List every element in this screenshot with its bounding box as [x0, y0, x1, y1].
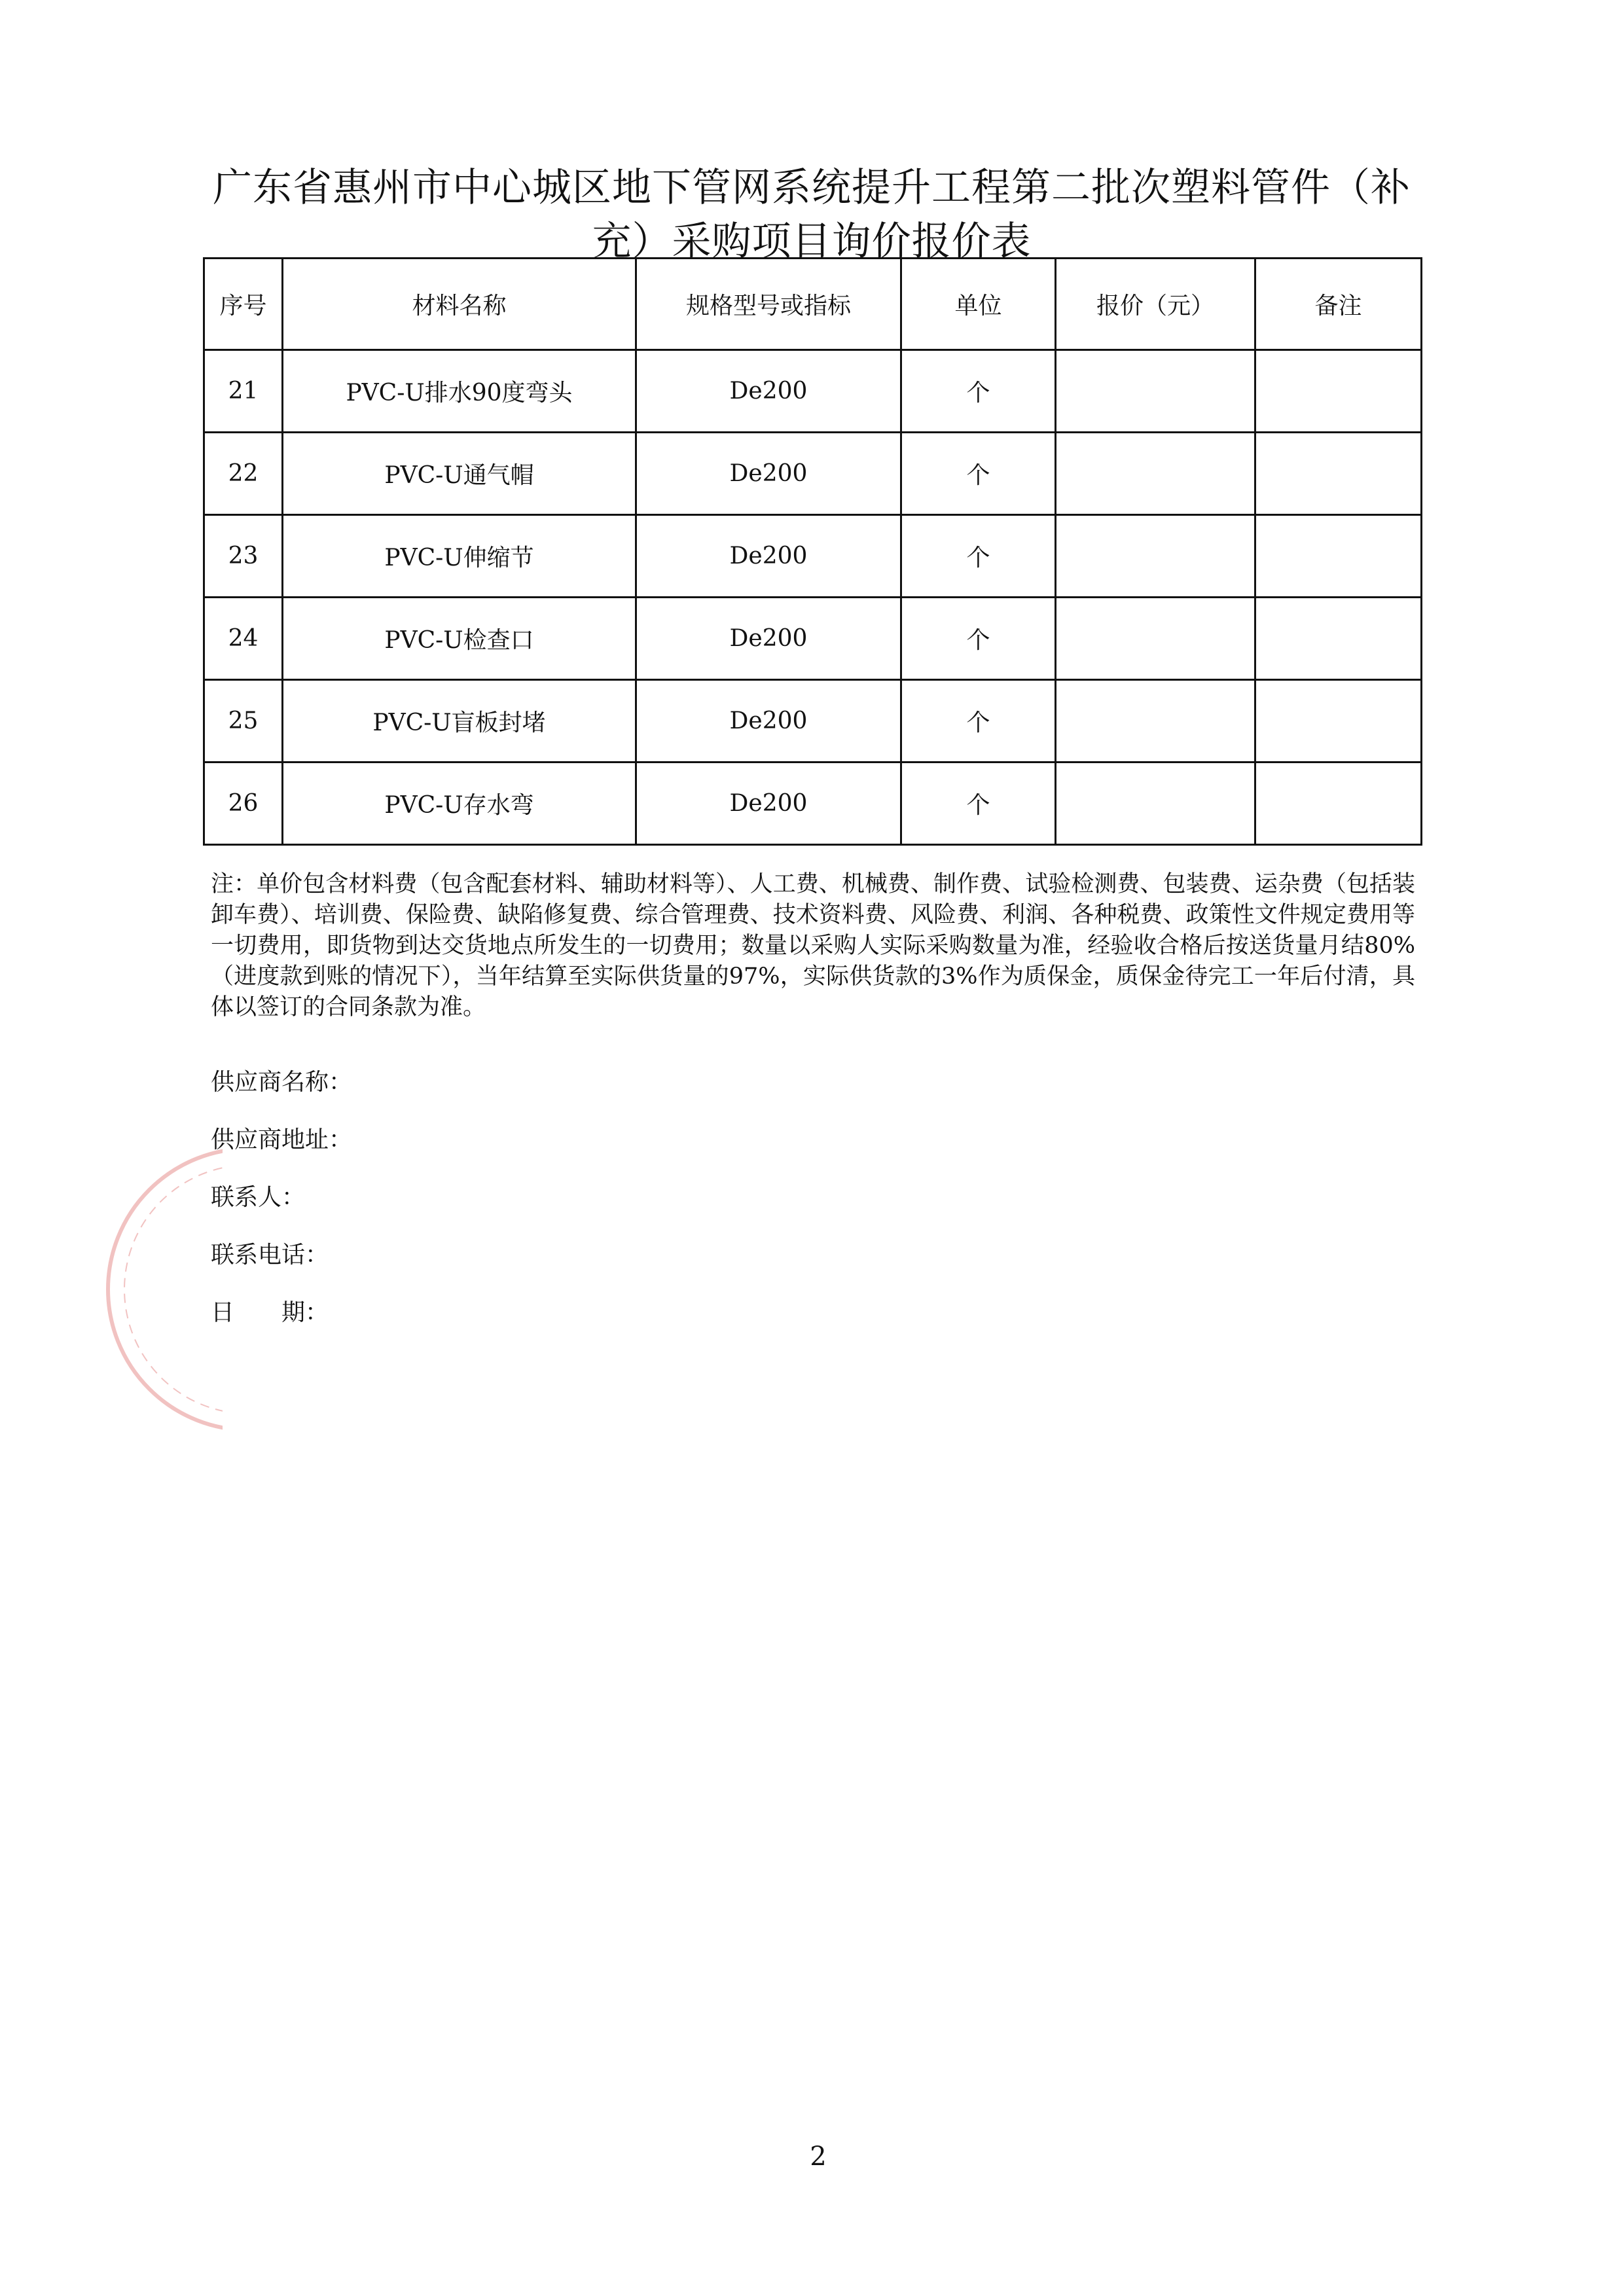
document-title: 广东省惠州市中心城区地下管网系统提升工程第二批次塑料管件（补充）采购项目询价报价表: [213, 165, 1411, 264]
seal-stamp-graphic: [52, 1139, 223, 1440]
cell-unit: 个: [901, 762, 1056, 845]
supplier-info-list: [211, 1054, 352, 1342]
pricing-note: 注：单价包含材料费（包含配套材料、辅助材料等）、人工费、机械费、制作费、试验检测费、包装费、运杂费（包括装卸车费）、培训费、保险费、缺陷修复费、综合管理费、技术资料费、风险费、利润、各种税费、政策性文件规定费用等一切费用，即货物到达交货地点所发生的一切费用；数量以采购人实际采购数量为准，经验收合格后按送货量月结80%（进度款到账的情况下），当年结算至实际供货量的97%，实际供货款的3%作为质保金，质保金待完工一年后付清，具体以签订的合同条款为准。: [211, 871, 1415, 1020]
header-material-name: 材料名称: [283, 259, 636, 350]
cell-remark: [1255, 433, 1422, 515]
cell-spec: De200: [636, 762, 901, 845]
cell-unit: 个: [901, 515, 1056, 598]
cell-material-name: PVC-U排水90度弯头: [283, 350, 636, 433]
partial-seal-stamp: [52, 1139, 223, 1440]
contact-phone-label: 联系电话：: [211, 1242, 329, 1268]
cell-serial: 23: [204, 515, 283, 598]
table-row: [204, 350, 1422, 433]
cell-spec: De200: [636, 433, 901, 515]
cell-unit: 个: [901, 598, 1056, 680]
header-spec: 规格型号或指标: [636, 259, 901, 350]
cell-unit: 个: [901, 350, 1056, 433]
cell-material-name: PVC-U通气帽: [283, 433, 636, 515]
table-row: [204, 680, 1422, 762]
supplier-name-label: 供应商名称：: [211, 1069, 353, 1096]
cell-unit: 个: [901, 680, 1056, 762]
cell-price: [1056, 515, 1255, 598]
header-remark: 备注: [1255, 259, 1422, 350]
cell-remark: [1255, 680, 1422, 762]
cell-spec: De200: [636, 598, 901, 680]
cell-serial: 26: [204, 762, 283, 845]
cell-price: [1056, 350, 1255, 433]
cell-spec: De200: [636, 350, 901, 433]
cell-spec: De200: [636, 515, 901, 598]
cell-price: [1056, 762, 1255, 845]
supplier-address-label: 供应商地址：: [211, 1126, 353, 1153]
cell-serial: 22: [204, 433, 283, 515]
date-label: 日 期：: [211, 1299, 329, 1326]
table-row: [204, 598, 1422, 680]
header-unit: 单位: [901, 259, 1056, 350]
cell-remark: [1255, 598, 1422, 680]
table-row: [204, 433, 1422, 515]
cell-material-name: PVC-U检查口: [283, 598, 636, 680]
cell-remark: [1255, 350, 1422, 433]
cell-price: [1056, 433, 1255, 515]
header-price: 报价（元）: [1056, 259, 1255, 350]
cell-material-name: PVC-U存水弯: [283, 762, 636, 845]
cell-material-name: PVC-U盲板封堵: [283, 680, 636, 762]
table-row: [204, 762, 1422, 845]
cell-spec: De200: [636, 680, 901, 762]
header-serial: 序号: [204, 259, 283, 350]
page-number: 2: [810, 2142, 827, 2172]
quotation-table: [203, 257, 1422, 846]
table-header-row: [204, 259, 1422, 350]
table-row: [204, 515, 1422, 598]
cell-remark: [1255, 515, 1422, 598]
cell-remark: [1255, 762, 1422, 845]
cell-serial: 21: [204, 350, 283, 433]
cell-price: [1056, 598, 1255, 680]
contact-person-label: 联系人：: [211, 1184, 306, 1211]
cell-material-name: PVC-U伸缩节: [283, 515, 636, 598]
cell-unit: 个: [901, 433, 1056, 515]
cell-serial: 24: [204, 598, 283, 680]
cell-price: [1056, 680, 1255, 762]
cell-serial: 25: [204, 680, 283, 762]
